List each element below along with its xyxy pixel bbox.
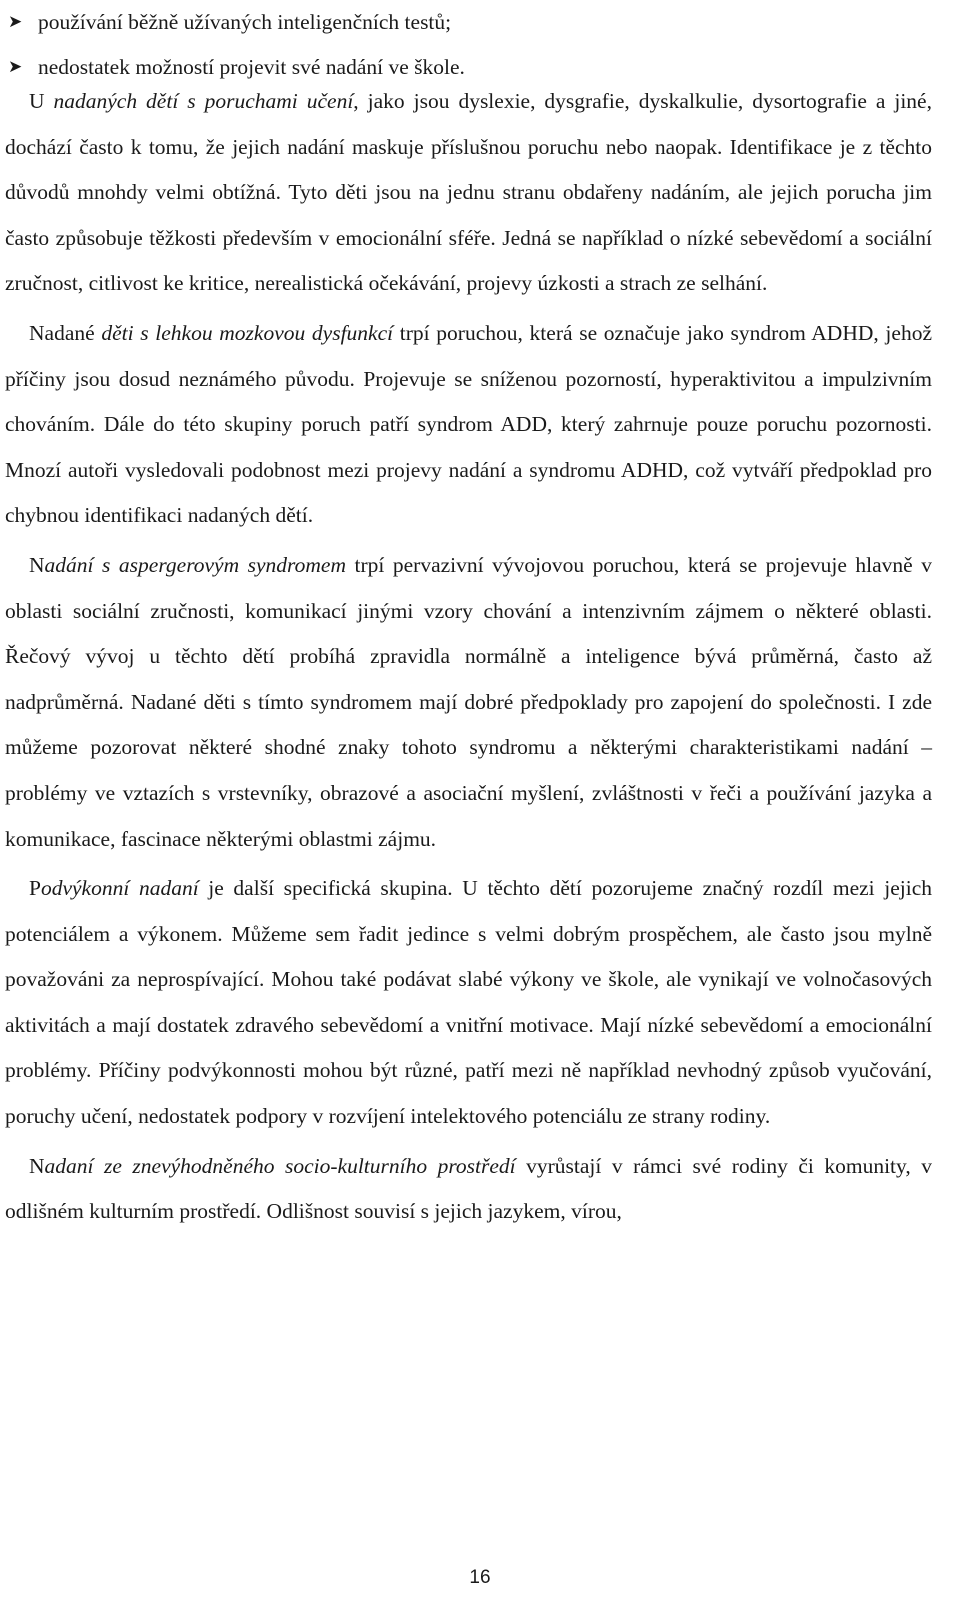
text-run: vyrůstají v rámci své rodiny či komunity, v odlišném kulturním prostředí. Odlišnost souvisí s jejich jazykem, vírou, <box>5 1153 932 1224</box>
arrow-bullet-icon: ➤ <box>8 12 23 32</box>
paragraph <box>5 311 932 539</box>
text-run: N <box>29 1153 45 1178</box>
italic-term: odvýkonní nadaní <box>40 876 199 901</box>
text-run: P <box>29 876 41 901</box>
italic-term: adání s aspergerovým syndromem <box>44 552 346 577</box>
bullet-text: nedostatek možností projevit své nadání ve škole. <box>38 55 465 79</box>
text-run: trpí pervazivní vývojovou poruchou, která se projevuje hlavně v oblasti sociální zručnosti, komunikací jinými vzory chování a intenzivním zájmem o některé oblasti. Řečový vývoj u těchto dětí probíhá zpravidla normálně a inteligence bývá průměrná, často až nadprůměrná. Nadané děti s tímto syndromem mají dobré předpoklady pro zapojení do společnosti. I zde můžeme pozorovat některé shodné znaky tohoto syndromu a některými charakteristikami nadání – problémy ve vztazích s vrstevníky, obrazové a asociační myšlení, zvláštnosti v řeči a používání jazyka a komunikace, fascinace některými oblastmi zájmu. <box>5 552 932 851</box>
text-run: Nadané <box>29 320 102 345</box>
body-text <box>5 79 932 1235</box>
arrow-bullet-icon: ➤ <box>8 57 23 77</box>
bullet-item <box>6 0 936 45</box>
text-run: trpí poruchou, která se označuje jako syndrom ADHD, jehož příčiny jsou dosud neznámého původu. Projevuje se sníženou pozorností, hyperaktivitou a impulzivním chováním. Dále do této skupiny poruch patří syndrom ADD, který zahrnuje pouze poruchu pozornosti. Mnozí autoři vysledovali podobnost mezi projevy nadání a syndromu ADHD, což vytváří předpoklad pro chybnou identifikaci nadaných dětí. <box>5 320 932 528</box>
text-run: , jako jsou dyslexie, dysgrafie, dyskalkulie, dysortografie a jiné, dochází často k tomu, že jejich nadání maskuje příslušnou poruchu nebo naopak. Identifikace je z těchto důvodů mnohdy velmi obtížná. Tyto děti jsou na jednu stranu obdařeny nadáním, ale jejich porucha jim často způsobuje těžkosti především v emocionální sféře. Jedná se například o nízké sebevědomí a sociální zručnost, citlivost ke kritice, nerealistická očekávání, projevy úzkosti a strach ze selhání. <box>5 89 932 296</box>
italic-term: děti s lehkou mozkovou dysfunkcí <box>101 320 394 345</box>
paragraph <box>5 79 932 307</box>
text-run: je další specifická skupina. U těchto dětí pozorujeme značný rozdíl mezi jejich potenciálem a výkonem. Můžeme sem řadit jedince s velmi dobrým prospěchem, ale často jsou mylně považováni za neprospívající. Mohou také podávat slabé výkony ve škole, ale vynikají ve volnočasových aktivitách a mají dostatek zdravého sebevědomí a vnitřní motivace. Mají nízké sebevědomí a emocionální problémy. Příčiny podvýkonnosti mohou být různé, patří mezi ně například nevhodný způsob vyučování, poruchy učení, nedostatek podpory v rozvíjení intelektového potenciálu ze strany rodiny. <box>5 876 933 1129</box>
paragraph <box>5 543 932 862</box>
bullet-list <box>6 0 936 90</box>
text-run: U <box>29 89 54 113</box>
paragraph <box>5 866 932 1140</box>
italic-term: adaní ze znevýhodněného socio-kulturního prostředí <box>44 1153 516 1178</box>
paragraph <box>5 1144 932 1235</box>
text-run: N <box>29 552 45 577</box>
italic-term: nadaných dětí s poruchami učení <box>53 89 354 113</box>
page-number: 16 <box>469 1567 491 1588</box>
bullet-text: používání běžně užívaných inteligenčních testů; <box>38 10 452 34</box>
